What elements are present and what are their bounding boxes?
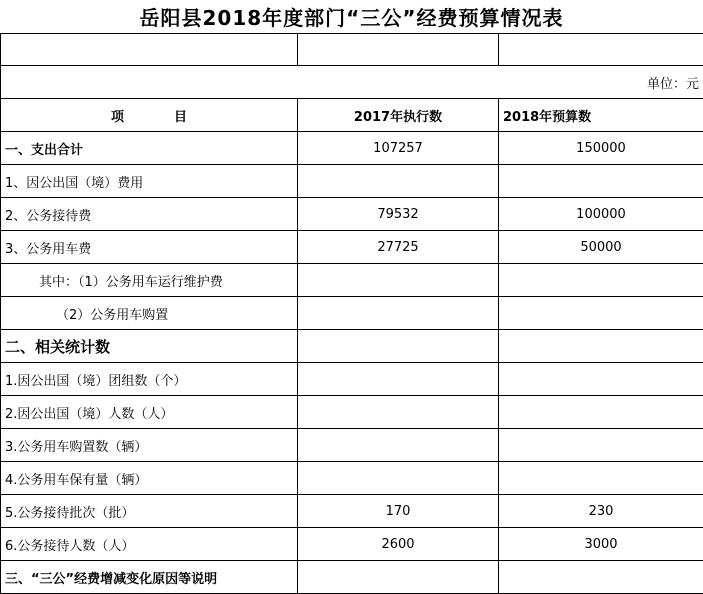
row-label: 3.公务用车购置数（辆） — [1, 429, 298, 462]
value-2017 — [298, 429, 499, 462]
value-2017 — [298, 165, 499, 198]
value-2017 — [298, 363, 499, 396]
value-2018 — [499, 462, 703, 495]
value-2018 — [499, 165, 703, 198]
header-item — [1, 99, 298, 132]
value-2017: 79532 — [298, 198, 499, 231]
row-label: 2.因公出国（境）人数（人） — [1, 396, 298, 429]
table-row — [1, 297, 703, 330]
table-cell — [499, 34, 703, 66]
header-2017: 2017年执行数 — [298, 99, 499, 132]
unit-row — [1, 66, 703, 99]
row-label: （2）公务用车购置 — [1, 297, 298, 330]
budget-table — [0, 33, 703, 594]
row-label: 4.公务用车保有量（辆） — [1, 462, 298, 495]
row-label: 1.因公出国（境）团组数（个） — [1, 363, 298, 396]
value-2018 — [499, 429, 703, 462]
table-row — [1, 561, 703, 594]
value-2017 — [298, 396, 499, 429]
row-label: 5.公务接待批次（批） — [1, 495, 298, 528]
value-2017 — [298, 561, 499, 594]
header-2018: 2018年预算数 — [499, 99, 703, 132]
row-label: 1、因公出国（境）费用 — [1, 165, 298, 198]
value-2017: 27725 — [298, 231, 499, 264]
value-2018: 230 — [499, 495, 703, 528]
value-2018: 3000 — [499, 528, 703, 561]
table-row — [1, 363, 703, 396]
table-row — [1, 495, 703, 528]
blank-row — [1, 34, 703, 66]
value-2017 — [298, 462, 499, 495]
row-label: 二、相关统计数 — [1, 330, 298, 363]
value-2018 — [499, 297, 703, 330]
page-title: 岳阳县2018年度部门“三公”经费预算情况表 — [0, 0, 703, 33]
value-2018 — [499, 363, 703, 396]
table-row — [1, 132, 703, 165]
row-label: 6.公务接待人数（人） — [1, 528, 298, 561]
value-2018: 50000 — [499, 231, 703, 264]
table-row — [1, 528, 703, 561]
header-item-b: 目 — [174, 110, 187, 125]
table-row — [1, 231, 703, 264]
value-2017 — [298, 330, 499, 363]
table-row — [1, 396, 703, 429]
table-row — [1, 330, 703, 363]
row-label: 一、支出合计 — [1, 132, 298, 165]
value-2018: 100000 — [499, 198, 703, 231]
value-2017: 170 — [298, 495, 499, 528]
table-row — [1, 429, 703, 462]
table-row — [1, 165, 703, 198]
table-cell — [1, 34, 298, 66]
value-2018 — [499, 330, 703, 363]
table-row — [1, 198, 703, 231]
unit-label: 单位：元 — [1, 66, 703, 99]
header-row — [1, 99, 703, 132]
value-2018 — [499, 264, 703, 297]
row-label: 三、“三公”经费增减变化原因等说明 — [1, 561, 298, 594]
value-2017 — [298, 264, 499, 297]
value-2018: 150000 — [499, 132, 703, 165]
table-cell — [298, 34, 499, 66]
value-2018 — [499, 396, 703, 429]
row-label: 2、公务接待费 — [1, 198, 298, 231]
row-label: 其中：（1）公务用车运行维护费 — [1, 264, 298, 297]
row-label: 3、公务用车费 — [1, 231, 298, 264]
header-item-a: 项 — [111, 110, 124, 125]
value-2017: 107257 — [298, 132, 499, 165]
value-2017 — [298, 297, 499, 330]
table-row — [1, 462, 703, 495]
table-row — [1, 264, 703, 297]
value-2017: 2600 — [298, 528, 499, 561]
value-2018 — [499, 561, 703, 594]
